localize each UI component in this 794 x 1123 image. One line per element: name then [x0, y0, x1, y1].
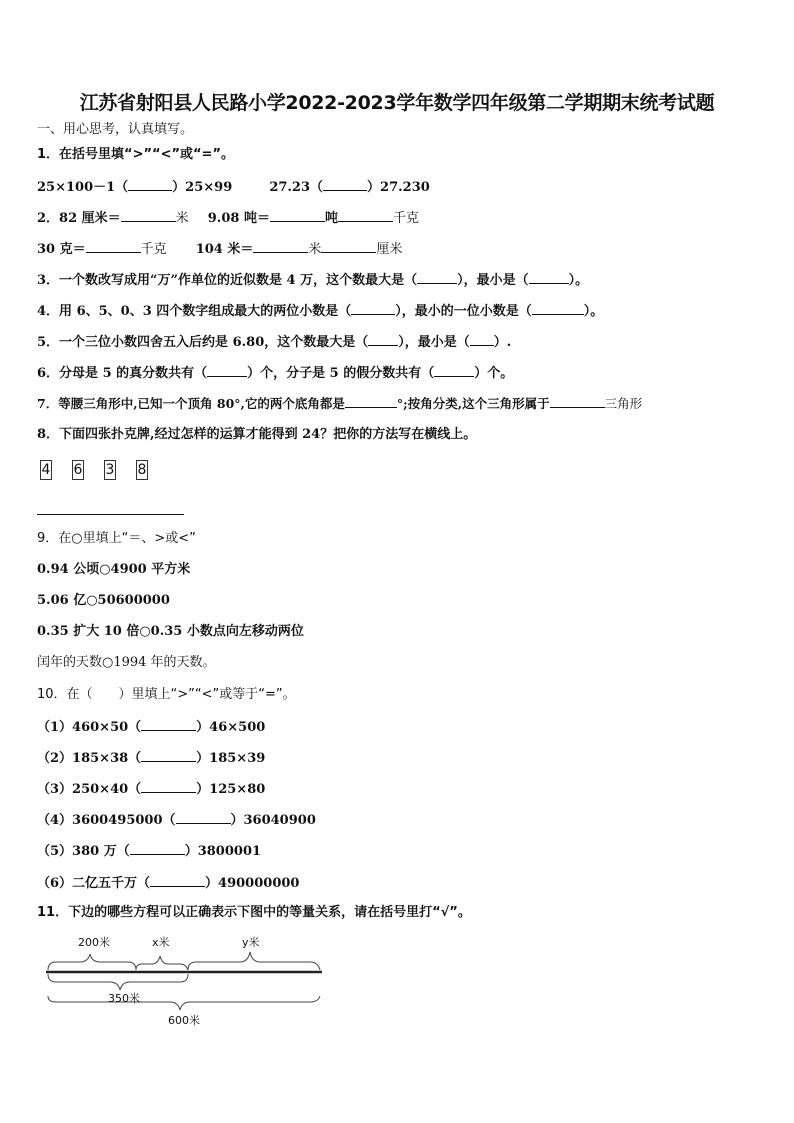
page-title: 江苏省射阳县人民路小学2022-2023学年数学四年级第二学期期末统考试题	[79, 92, 715, 114]
question-4: 4．用 6、5、0、3 四个数字组成最大的两位小数是（ ），最小的一位小数是（ ）。	[37, 304, 604, 319]
question-5: 5．一个三位小数四舍五入后约是 6.80，这个数最大是（ ），最小是（ ）.	[37, 335, 512, 350]
question-10-item: （5）380 万（ ）3800001	[37, 844, 262, 859]
question-1-items: 25×100－1（ ）25×99 27.23（ ）27.230	[37, 180, 430, 195]
answer-blank[interactable]	[141, 749, 196, 762]
playing-card: 3	[105, 462, 115, 478]
answer-blank[interactable]	[128, 178, 172, 191]
answer-line[interactable]	[37, 514, 184, 515]
label-200m: 200米	[78, 936, 110, 949]
playing-card: 6	[73, 462, 83, 478]
answer-blank[interactable]	[368, 333, 398, 346]
label-350m: 350米	[108, 992, 140, 1005]
label-y-m: y米	[242, 936, 260, 949]
question-10-item: （4）3600495000（ ）36040900	[37, 813, 316, 828]
label-x-m: x米	[152, 936, 170, 949]
question-9-item: 0.94 公顷○4900 平方米	[37, 562, 191, 577]
answer-blank[interactable]	[207, 364, 247, 377]
question-3: 3．一个数改写成用“万”作单位的近似数是 4 万，这个数最大是（ ），最小是（ ）。	[37, 273, 589, 288]
answer-blank[interactable]	[150, 874, 205, 887]
answer-blank[interactable]	[270, 209, 325, 222]
section-heading: 一、用心思考，认真填写。	[37, 122, 194, 137]
answer-blank[interactable]	[176, 811, 231, 824]
playing-card: 8	[137, 462, 147, 478]
question-8: 8．下面四张扑克牌,经过怎样的运算才能得到 24？把你的方法写在横线上。	[37, 427, 477, 442]
playing-card: 4	[41, 462, 51, 478]
answer-blank[interactable]	[417, 271, 457, 284]
answer-blank[interactable]	[141, 780, 196, 793]
answer-blank[interactable]	[86, 240, 141, 253]
answer-blank[interactable]	[130, 842, 185, 855]
question-10-item: （3）250×40（ ）125×80	[37, 782, 266, 797]
answer-blank[interactable]	[321, 240, 376, 253]
question-9-item: 5.06 亿○50600000	[37, 593, 170, 608]
question-1-prompt: 1．在括号里填“>”“<”或“=”。	[37, 147, 234, 162]
answer-blank[interactable]	[253, 240, 308, 253]
answer-blank[interactable]	[532, 302, 584, 315]
question-10-item: （2）185×38（ ）185×39	[37, 751, 266, 766]
answer-blank[interactable]	[121, 209, 176, 222]
question-2-cont: 30 克＝ 千克 104 米＝ 米 厘米	[37, 242, 403, 257]
playing-cards	[40, 460, 148, 480]
question-10-prompt: 10．在（ ）里填上“>”“<”或等于“=”。	[37, 687, 296, 702]
question-11-prompt: 11．下边的哪些方程可以正确表示下图中的等量关系，请在括号里打“√”。	[37, 905, 471, 920]
answer-blank[interactable]	[434, 364, 474, 377]
question-10-item: （6）二亿五千万（ ）490000000	[37, 876, 300, 891]
answer-blank[interactable]	[529, 271, 569, 284]
answer-blank[interactable]	[351, 302, 395, 315]
question-9-prompt: 9．在○里填上“＝、>或<”	[37, 531, 196, 546]
answer-blank[interactable]	[550, 395, 605, 408]
question-9-item: 闰年的天数○1994 年的天数。	[37, 655, 216, 670]
answer-blank[interactable]	[141, 718, 196, 731]
answer-blank[interactable]	[345, 395, 397, 408]
answer-blank[interactable]	[338, 209, 393, 222]
question-7: 7．等腰三角形中,已知一个顶角 80°,它的两个底角都是 °;按角分类,这个三角形属于 三角形	[37, 396, 643, 411]
question-9-item: 0.35 扩大 10 倍○0.35 小数点向左移动两位	[37, 624, 304, 639]
answer-blank[interactable]	[323, 178, 367, 191]
question-2: 2．82 厘米＝ 米 9.08 吨＝ 吨 千克	[37, 211, 419, 226]
answer-blank[interactable]	[470, 333, 494, 346]
segment-diagram	[40, 930, 330, 1034]
question-10-item: （1）460×50（ ）46×500	[37, 720, 266, 735]
label-600m: 600米	[168, 1014, 200, 1027]
question-6: 6．分母是 5 的真分数共有（ ）个，分子是 5 的假分数共有（ ）个。	[37, 366, 514, 381]
